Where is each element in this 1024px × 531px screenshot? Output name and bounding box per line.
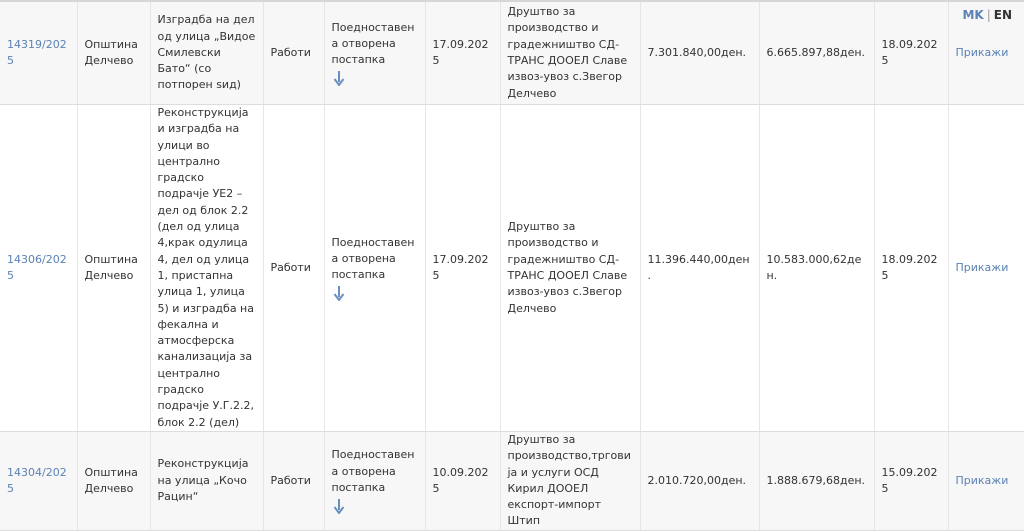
procedure-type: Поедноставена отворена постапка [331,448,415,494]
cell-publication-date [874,2,948,105]
cell-contract-number-link [0,431,77,530]
estimated-value: 7.301.840,00ден. [647,45,747,59]
economic-operator: Друштво за производство,трговија и услуги ОСД Кирил ДООЕЛ експорт-импорт Штип [507,432,631,528]
cell-procedure-type [324,2,425,105]
cell-contract-subject [150,431,263,530]
contract-type: Работи [270,473,311,487]
contract-subject: Реконструкција и изградба на улици во централно градско подрачје УЕ2 – дел од блок 2.2 (дел од улица 4,крак одулица 4, дел од улица 1, пристапна улица 1, улица 5) и изградба на фекална и атмосферска канализација за централно градско подрачје У.Г.2.2, блок 2.2 (дел) [157,106,254,429]
contracting-authority: Општина Делчево [84,252,138,282]
estimated-value: 2.010.720,00ден. [647,473,747,487]
publication-date: 15.09.2025 [881,465,938,495]
cell-contracting-authority [77,431,150,530]
contract-type: Работи [270,260,311,274]
language-switcher [962,8,1012,22]
cell-contract-subject [150,2,263,105]
contract-number-link[interactable]: 14306/2025 [7,252,67,282]
economic-operator: Друштво за производство и градежништво СД-ТРАНС ДООЕЛ Славе извоз-увоз с.Звегор Делчево [507,5,628,100]
table-row [0,105,1024,432]
cell-contracting-authority [77,2,150,105]
cell-publication-date [874,105,948,432]
contract-value: 10.583.000,62ден. [766,252,862,282]
cell-contract-date [425,431,500,530]
contract-number-link[interactable]: 14304/2025 [7,465,67,495]
lang-mk-link[interactable]: MK [962,8,984,22]
cell-contract-number-link [0,2,77,105]
cell-contract-value [759,2,874,105]
cell-procedure-type [324,105,425,432]
contract-date: 17.09.2025 [432,37,489,67]
cell-contract-type [263,2,324,105]
cell-contract-number-link [0,105,77,432]
cell-publication-date [874,431,948,530]
cell-show-details-link [948,431,1024,530]
show-details-link[interactable]: Прикажи [955,473,1009,487]
table-row [0,431,1024,530]
contract-type: Работи [270,45,311,59]
contract-number-link[interactable]: 14319/2025 [7,37,67,67]
cell-contract-value [759,105,874,432]
cell-contract-type [263,431,324,530]
contracting-authority: Општина Делчево [84,37,138,67]
show-details-link[interactable]: Прикажи [955,260,1009,274]
lang-separator: | [986,8,991,22]
estimated-value: 11.396.440,00ден. [647,252,750,282]
contract-subject: Изградба на дел од улица „Видое Смилевски Бато“ (со потпорен sид) [157,13,256,92]
cell-contract-subject [150,105,263,432]
cell-economic-operator [500,105,640,432]
cell-economic-operator [500,2,640,105]
show-details-link[interactable]: Прикажи [955,45,1009,59]
contracting-authority: Општина Делчево [84,465,138,495]
contract-value: 1.888.679,68ден. [766,473,866,487]
publication-date: 18.09.2025 [881,37,938,67]
cell-contract-type [263,105,324,432]
economic-operator: Друштво за производство и градежништво СД-ТРАНС ДООЕЛ Славе извоз-увоз с.Звегор Делчево [507,220,628,315]
contracts-table [0,2,1024,531]
contract-date: 10.09.2025 [432,465,489,495]
cell-economic-operator [500,431,640,530]
cell-estimated-value [640,105,759,432]
contract-date: 17.09.2025 [432,252,489,282]
cell-contract-date [425,2,500,105]
cell-contract-value [759,431,874,530]
publication-date: 18.09.2025 [881,252,938,282]
contract-subject: Реконструкција на улица „Кочо Рацин“ [157,457,249,503]
cell-estimated-value [640,431,759,530]
cell-procedure-type [324,431,425,530]
contract-value: 6.665.897,88ден. [766,45,866,59]
lang-en-link[interactable]: EN [993,8,1012,22]
table-row [0,2,1024,105]
procedure-type: Поедноставена отворена постапка [331,235,415,282]
cell-estimated-value [640,2,759,105]
procedure-type: Поедноставена отворена постапка [331,20,415,67]
cell-show-details-link [948,105,1024,432]
cell-contracting-authority [77,105,150,432]
cell-contract-date [425,105,500,432]
down-arrow-icon[interactable] [332,285,418,301]
down-arrow-icon[interactable] [332,70,418,86]
